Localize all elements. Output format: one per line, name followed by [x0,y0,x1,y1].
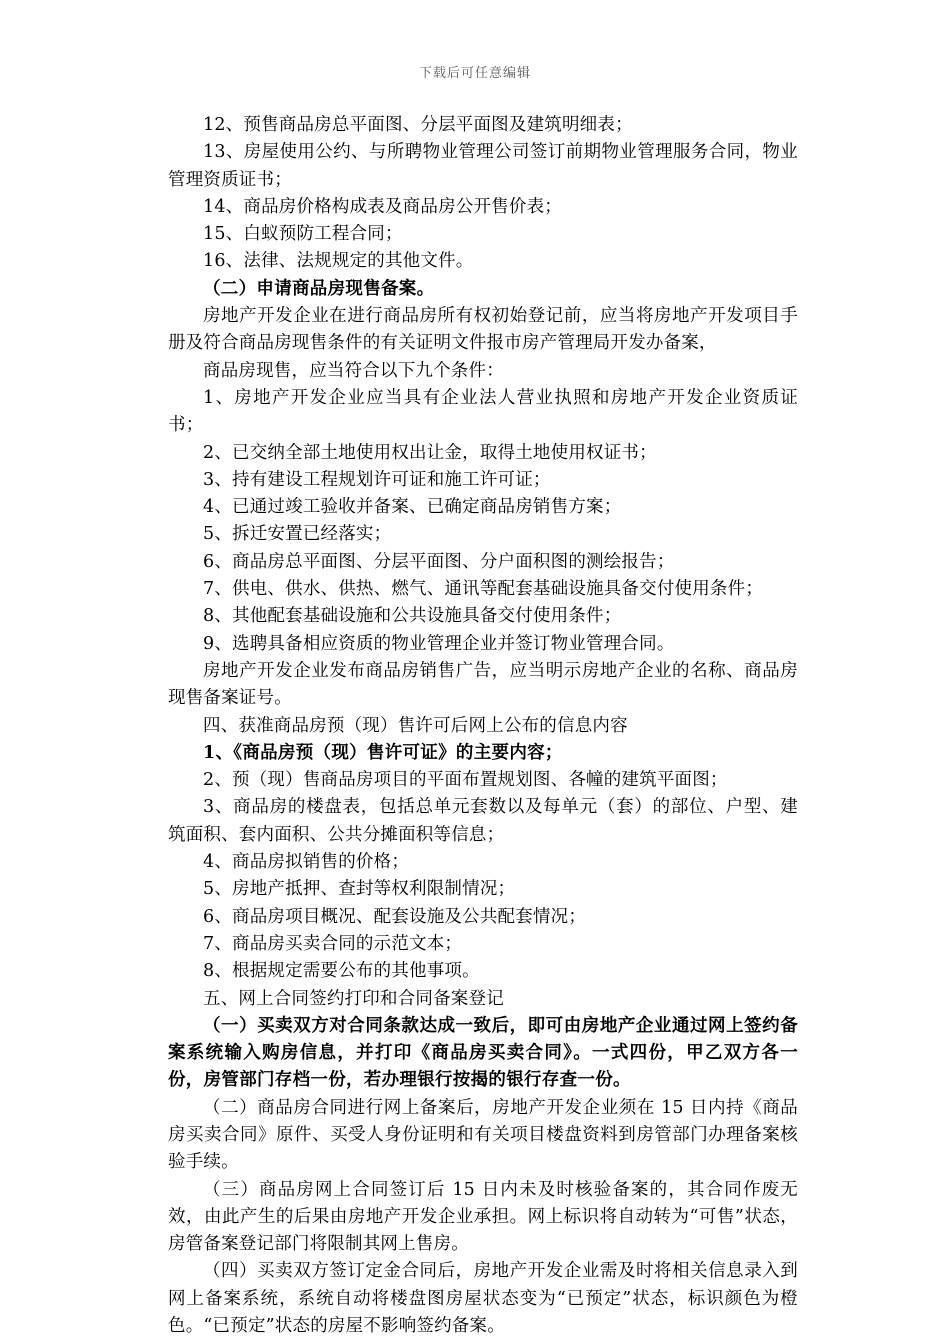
watermark-text: 下载后可任意编辑 [418,66,531,81]
section-heading: 1、《商品房预（现）售许可证》的主要内容； [203,742,563,763]
paragraph: 4、商品房拟销售的价格； [203,852,410,873]
paragraph: 房地产开发企业发布商品房销售广告，应当明示房地产企业的名称、商品房现售备案证号。 [168,660,798,709]
paragraph: 五、网上合同签约打印和合同备案登记 [203,988,504,1009]
paragraph: 12、预售商品房总平面图、分层平面图及建筑明细表； [203,115,633,135]
paragraph: （四）买卖双方签订定金合同后，房地产开发企业需及时将相关信息录入到网上备案系统，系统自动将楼盘图房屋状态变为“已预定”状态，标识颜色为橙色。“已预定”状态的房屋不影响签约备案。 [168,1261,798,1337]
paragraph: 商品房现售，应当符合以下九个条件： [203,360,504,381]
paragraph: 5、房地产抵押、查封等权利限制情况； [203,879,516,900]
paragraph: 7、商品房买卖合同的示范文本； [203,933,463,954]
paragraph: 2、已交纳全部土地使用权出让金，取得土地使用权证书； [203,442,657,463]
paragraph: 1、房地产开发企业应当具有企业法人营业执照和房地产开发企业资质证书； [168,387,798,436]
paragraph: 6、商品房总平面图、分层平面图、分户面积图的测绘报告； [203,551,675,572]
paragraph: 5、拆迁安置已经落实； [203,524,392,545]
paragraph: 16、法律、法规规定的其他文件。 [203,251,474,272]
paragraph: 15、白蚁预防工程合同； [203,224,403,245]
paragraph: 8、其他配套基础设施和公共设施具备交付使用条件； [203,606,622,627]
paragraph: 2、预（现）售商品房项目的平面布置规划图、各幢的建筑平面图； [203,770,728,791]
paragraph: （二）商品房合同进行网上备案后，房地产开发企业须在 15 日内持《商品房买卖合同》原件、买受人身份证明和有关项目楼盘资料到房管部门办理备案核验手续。 [168,1097,798,1173]
paragraph: 3、商品房的楼盘表，包括总单元套数以及每单元（套）的部位、户型、建筑面积、套内面积、公共分摊面积等信息； [168,797,798,845]
paragraph: 9、选聘具备相应资质的物业管理企业并签订物业管理合同。 [203,633,675,654]
paragraph: 6、商品房项目概况、配套设施及公共配套情况； [203,906,587,927]
paragraph: 房地产开发企业在进行商品房所有权初始登记前，应当将房地产开发项目手册及符合商品房现售条件的有关证明文件报市房产管理局开发办备案， [168,306,798,354]
section-heading: （一）买卖双方对合同条款达成一致后，即可由房地产企业通过网上签约备案系统输入购房信息，并打印《商品房买卖合同》。一式四份，甲乙双方各一份，房管部门存档一份，若办理银行按揭的银行存查一份。 [168,1015,798,1091]
section-heading: （二）申请商品房现售备案。 [203,278,435,299]
paragraph: 4、已通过竣工验收并备案、已确定商品房销售方案； [203,497,622,518]
document-body [168,112,798,1340]
paragraph: （三）商品房网上合同签订后 15 日内未及时核验备案的，其合同作废无效，由此产生的后果由房地产开发企业承担。网上标识将自动转为“可售”状态，房管备案登记部门将限制其网上售房。 [168,1179,798,1255]
paragraph: 13、房屋使用公约、与所聘物业管理公司签订前期物业管理服务合同，物业管理资质证书； [168,142,798,190]
paragraph: 14、商品房价格构成表及商品房公开售价表； [203,196,562,217]
paragraph: 8、根据规定需要公布的其他事项。 [203,961,480,982]
paragraph: 3、持有建设工程规划许可证和施工许可证； [203,469,551,490]
paragraph: 四、获准商品房预（现）售许可后网上公布的信息内容 [203,715,628,736]
paragraph: 7、供电、供水、供热、燃气、通讯等配套基础设施具备交付使用条件； [203,579,764,600]
